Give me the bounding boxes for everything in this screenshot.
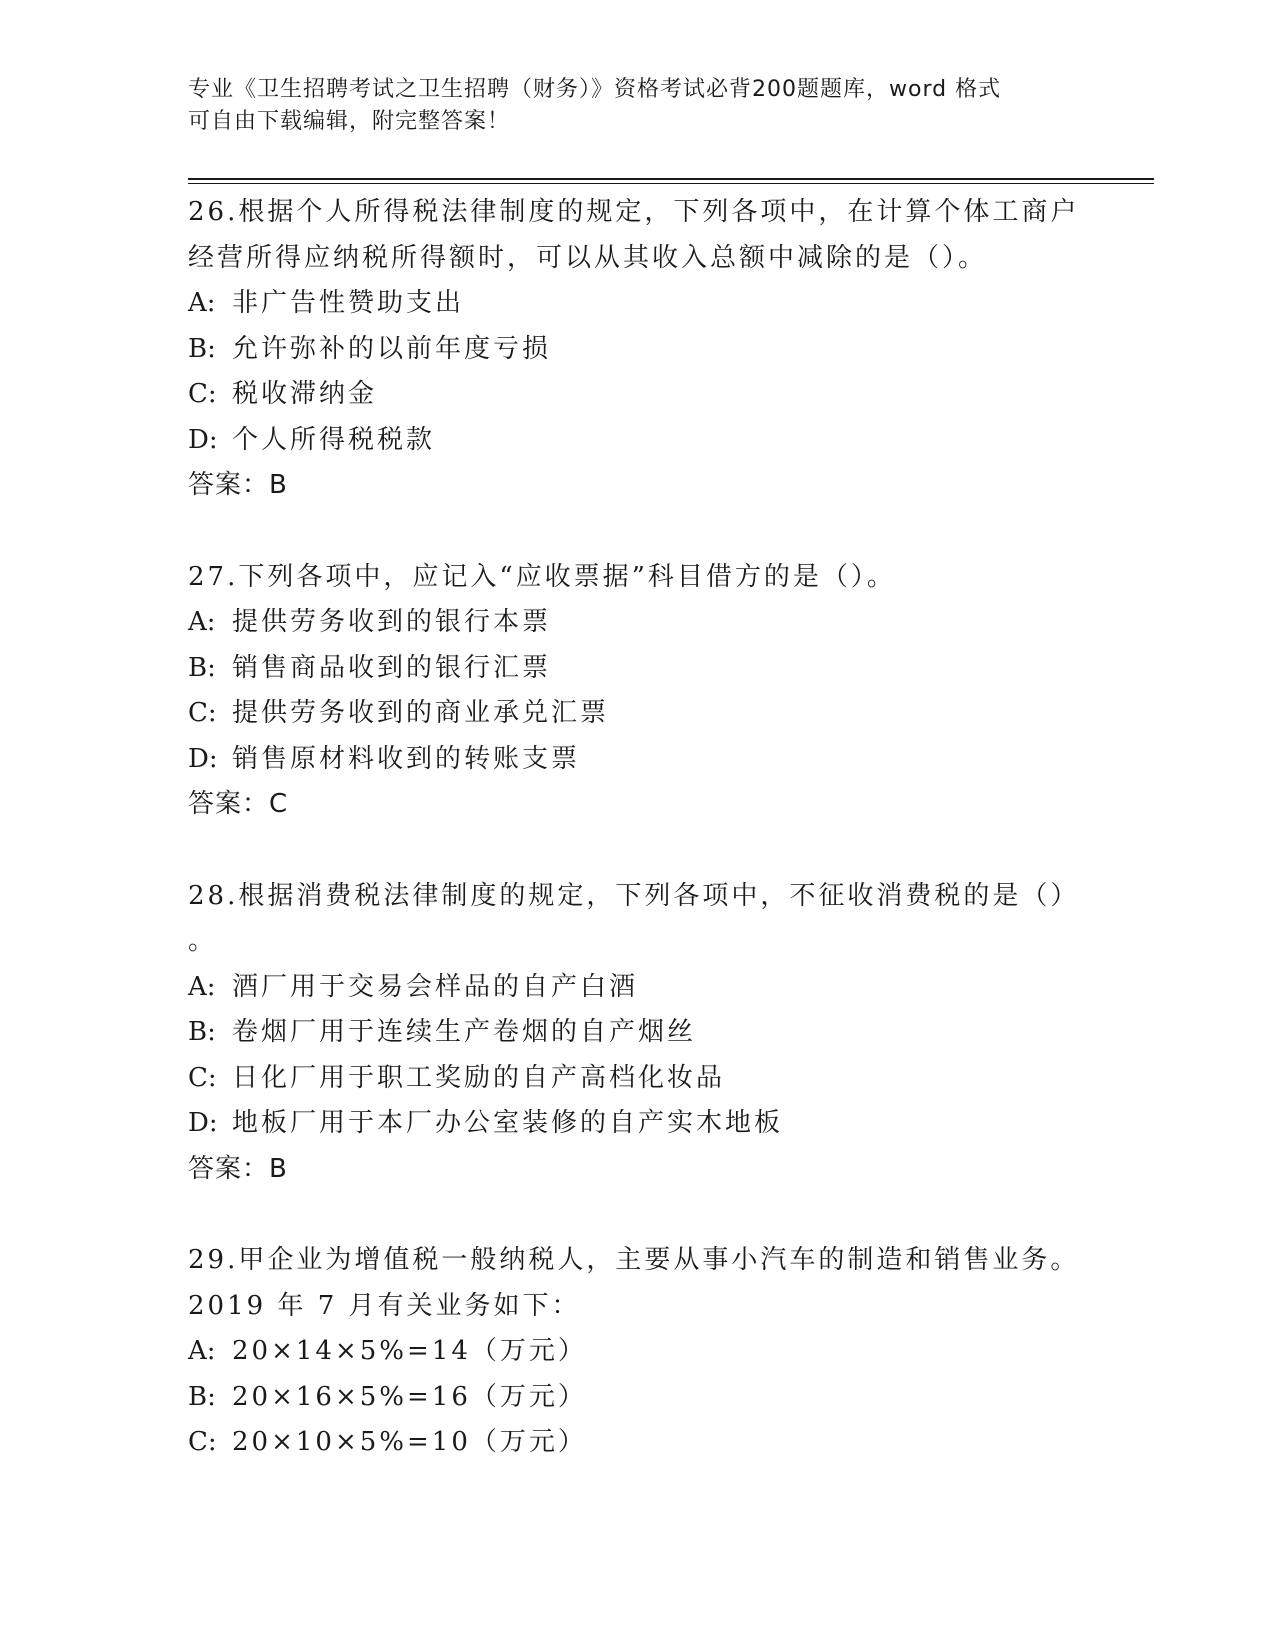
option-text: 税收滞纳金 [232,379,378,409]
question-stem-line: 26.根据个人所得税法律制度的规定，下列各项中，在计算个体工商户 [188,197,1080,227]
option-b [188,1375,1088,1421]
option-d [188,418,1088,464]
option-letter: D: [188,424,218,455]
option-letter: B: [188,1017,216,1047]
option-a [188,281,1088,327]
option-a [188,600,1088,646]
option-text: 个人所得税税款 [232,424,436,455]
option-letter: D: [188,743,218,774]
option-text: 销售商品收到的银行汇票 [232,652,552,683]
header-line-2: 可自由下载编辑，附完整答案！ [188,109,511,134]
question-stem-line: 。 [188,926,218,956]
header-divider-thin [188,183,1154,184]
question-stem-line: 经营所得应纳税所得额时，可以从其收入总额中减除的是（）。 [188,242,988,273]
option-d [188,1101,1088,1147]
option-letter: B: [188,1381,216,1412]
question-list [188,190,1088,1512]
option-text: 销售原材料收到的转账支票 [232,743,581,774]
question-26 [188,190,1088,509]
option-text: 20×16×5%=16（万元） [232,1381,587,1412]
question-28 [188,874,1088,1193]
header-line-1: 专业《卫生招聘考试之卫生招聘（财务）》资格考试必背200题题库，word 格式 [188,77,1002,102]
option-c [188,1420,1088,1466]
answer-line: 答案：C [188,789,289,819]
question-stem-line: 28.根据消费税法律制度的规定，下列各项中，不征收消费税的是（） [188,880,1080,911]
option-a [188,965,1088,1011]
option-b [188,646,1088,692]
document-header [188,74,1088,138]
option-b [188,1010,1088,1056]
option-text: 20×10×5%=10（万元） [232,1427,587,1457]
option-letter: C: [188,1062,217,1093]
answer-line: 答案：B [188,1153,288,1184]
option-letter: B: [188,652,216,683]
option-text: 日化厂用于职工奖励的自产高档化妆品 [232,1062,726,1093]
header-divider-thick [188,178,1154,180]
answer-line: 答案：B [188,470,288,500]
question-27 [188,555,1088,828]
question-stem-line: 2019 年 7 月有关业务如下： [188,1290,581,1321]
question-stem-line: 27.下列各项中，应记入“应收票据”科目借方的是（）。 [188,561,896,592]
option-letter: A: [188,288,216,318]
option-letter: C: [188,1427,217,1457]
question-29 [188,1238,1088,1466]
option-letter: A: [188,971,216,1002]
option-b [188,327,1088,373]
question-stem-line: 29.甲企业为增值税一般纳税人，主要从事小汽车的制造和销售业务。 [188,1245,1080,1275]
option-a [188,1329,1088,1375]
option-c [188,372,1088,418]
option-d [188,737,1088,783]
option-text: 提供劳务收到的商业承兑汇票 [232,698,610,728]
option-text: 酒厂用于交易会样品的自产白酒 [232,971,639,1002]
option-text: 地板厂用于本厂办公室装修的自产实木地板 [232,1108,784,1138]
option-text: 20×14×5%=14（万元） [232,1336,587,1366]
option-letter: D: [188,1108,218,1138]
option-text: 允许弥补的以前年度亏损 [232,333,552,364]
option-text: 卷烟厂用于连续生产卷烟的自产烟丝 [232,1017,697,1047]
option-text: 提供劳务收到的银行本票 [232,607,552,637]
option-c [188,1056,1088,1102]
option-letter: B: [188,333,216,364]
option-text: 非广告性赞助支出 [232,288,465,318]
option-c [188,691,1088,737]
option-letter: A: [188,1336,216,1366]
option-letter: C: [188,698,217,728]
option-letter: A: [188,607,216,637]
option-letter: C: [188,379,217,409]
